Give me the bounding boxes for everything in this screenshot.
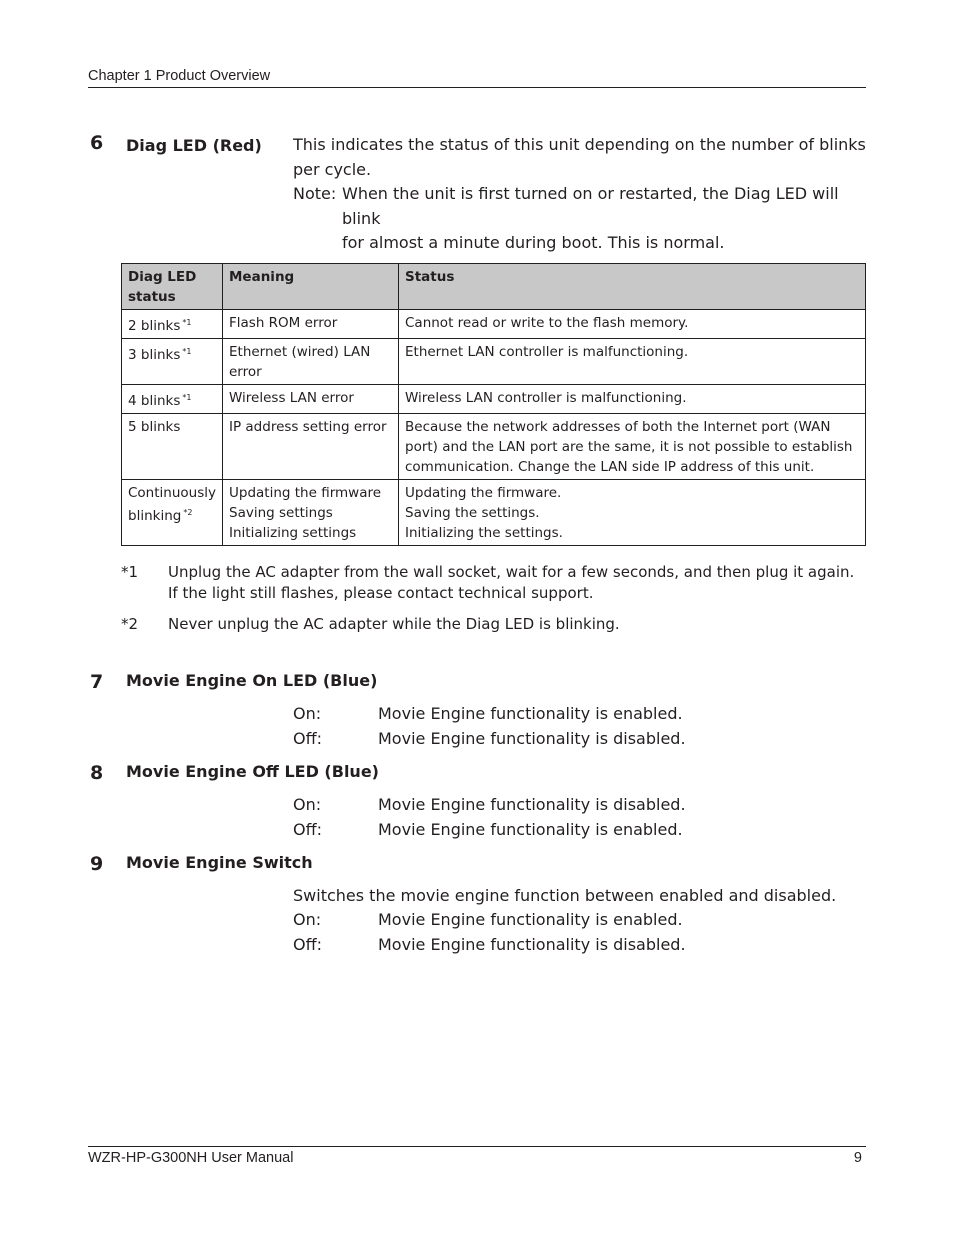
cell-led-status: 3 blinks $^{*1}$ xyxy=(122,339,223,385)
cell-led-status: 4 blinks $^{*1}$ xyxy=(122,385,223,414)
diag-led-note xyxy=(293,182,873,252)
section-number-6: 6 xyxy=(90,132,104,154)
header-diag-led-status: Diag LED status xyxy=(122,264,223,310)
diag-led-table xyxy=(121,263,866,546)
header-meaning: Meaning xyxy=(223,264,399,310)
diag-led-description: This indicates the status of this unit depending on the number of blinks per cycle. xyxy=(293,135,866,179)
cell-status: Because the network addresses of both the Internet port (WAN port) and the LAN port are the same, it is not possible to establish communication. Change the LAN side IP address of this unit. xyxy=(399,414,866,480)
page-footer xyxy=(88,1146,866,1166)
table-row xyxy=(122,414,866,480)
table-row xyxy=(122,480,866,546)
table-row xyxy=(122,339,866,385)
section-title-movie-engine-on-led: Movie Engine On LED (Blue) xyxy=(126,671,378,690)
cell-status: Wireless LAN controller is malfunctioning. xyxy=(399,385,866,414)
cell-led-status: Continuously blinking $^{*2}$ xyxy=(122,480,223,546)
cell-meaning: IP address setting error xyxy=(223,414,399,480)
cell-status: Updating the firmware. Saving the settings. Initializing the settings. xyxy=(399,480,866,546)
section-number-8: 8 xyxy=(90,762,104,784)
footnote-mark: *2 xyxy=(121,615,139,633)
table-row xyxy=(122,385,866,414)
footnote-text: Unplug the AC adapter from the wall socket, wait for a few seconds, and then plug it again. If the light still flashes, please contact technical support. xyxy=(168,563,855,602)
cell-meaning: Flash ROM error xyxy=(223,310,399,339)
section-title-movie-engine-off-led: Movie Engine Off LED (Blue) xyxy=(126,762,379,781)
section-number-7: 7 xyxy=(90,671,104,693)
cell-led-status: 2 blinks $^{*1}$ xyxy=(122,310,223,339)
footnote-marker: *1 xyxy=(182,393,192,402)
section-title-movie-engine-switch: Movie Engine Switch xyxy=(126,853,313,872)
section-title-diag-led: Diag LED (Red) xyxy=(126,136,262,155)
cell-led-status: 5 blinks xyxy=(122,414,223,480)
footnote-marker: *1 xyxy=(182,318,192,327)
page-header xyxy=(88,68,866,88)
footnote-marker: *1 xyxy=(182,347,192,356)
page-number: 9 xyxy=(853,1150,862,1166)
manual-title: WZR-HP-G300NH User Manual xyxy=(88,1150,294,1166)
chapter-title: Chapter 1 Product Overview xyxy=(88,68,271,84)
footnote-text: Never unplug the AC adapter while the Diag LED is blinking. xyxy=(168,615,620,633)
note-label: Note: xyxy=(293,184,337,203)
cell-meaning: Updating the firmware Saving settings Initializing settings xyxy=(223,480,399,546)
table-header-row xyxy=(122,264,866,310)
cell-meaning: Ethernet (wired) LAN error xyxy=(223,339,399,385)
cell-meaning: Wireless LAN error xyxy=(223,385,399,414)
table-row xyxy=(122,310,866,339)
cell-status: Cannot read or write to the flash memory. xyxy=(399,310,866,339)
footnote-mark: *1 xyxy=(121,563,139,581)
header-status: Status xyxy=(399,264,866,310)
cell-status: Ethernet LAN controller is malfunctioning. xyxy=(399,339,866,385)
note-text: When the unit is first turned on or restarted, the Diag LED will blink for almost a minute during boot. This is normal. xyxy=(342,184,839,252)
section-number-9: 9 xyxy=(90,853,104,875)
footnote-marker: *2 xyxy=(183,508,193,517)
